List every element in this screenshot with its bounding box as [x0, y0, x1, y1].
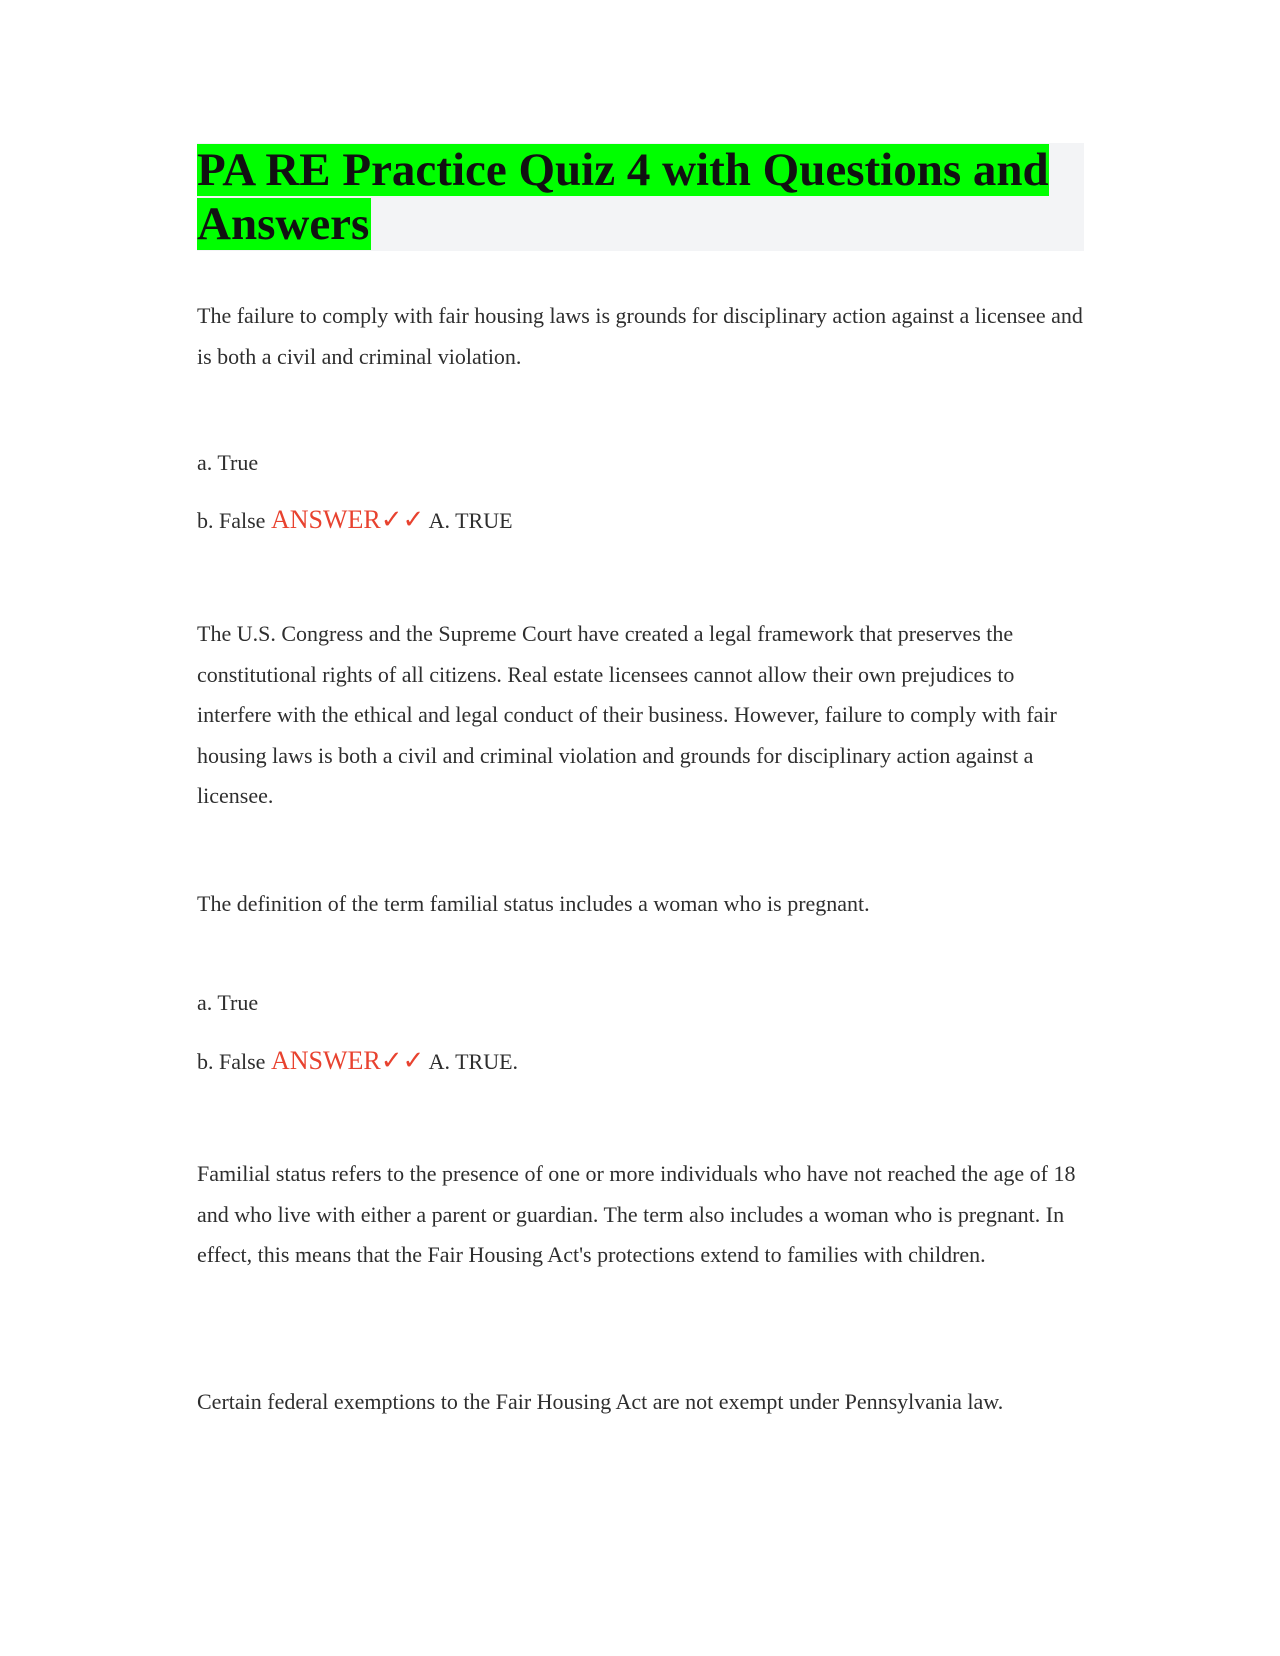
question-2-answer-value: A. TRUE.	[428, 1049, 519, 1074]
question-2-option-b-row	[197, 1046, 518, 1077]
question-1-explanation: The U.S. Congress and the Supreme Court have created a legal framework that preserves the constitutional rights of all citizens. Real estate licensees cannot allow their own prejudices to interfere with the ethical and legal conduct of their business. However, failure to comply with fair housing laws is both a civil and criminal violation and grounds for disciplinary action against a licensee.	[197, 621, 1057, 808]
question-1-answer-label: ANSWER✓✓	[270, 505, 425, 534]
question-1-answer-value: A. TRUE	[428, 508, 513, 533]
question-1-option-b-row	[197, 505, 513, 536]
question-3-text: Certain federal exemptions to the Fair Housing Act are not exempt under Pennsylvania law.	[197, 1389, 1004, 1414]
document-title	[197, 143, 1067, 251]
question-1-option-a: a. True	[197, 450, 259, 475]
question-2-option-b: b. False	[197, 1049, 266, 1074]
question-2-answer-label: ANSWER✓✓	[270, 1046, 425, 1075]
question-2-text: The definition of the term familial status includes a woman who is pregnant.	[197, 891, 870, 916]
question-1-option-b: b. False	[197, 508, 266, 533]
title-block	[197, 143, 1084, 251]
question-2-option-a: a. True	[197, 990, 259, 1015]
question-2-explanation: Familial status refers to the presence of one or more individuals who have not reached the age of 18 and who live with either a parent or guardian. The term also includes a woman who is pregnant. In effect, this means that the Fair Housing Act's protections extend to families with children.	[197, 1161, 1076, 1267]
title-highlight: PA RE Practice Quiz 4 with Questions and Answers	[197, 144, 1049, 250]
question-1-text: The failure to comply with fair housing laws is grounds for disciplinary action against a licensee and is both a civil and criminal violation.	[197, 303, 1083, 369]
